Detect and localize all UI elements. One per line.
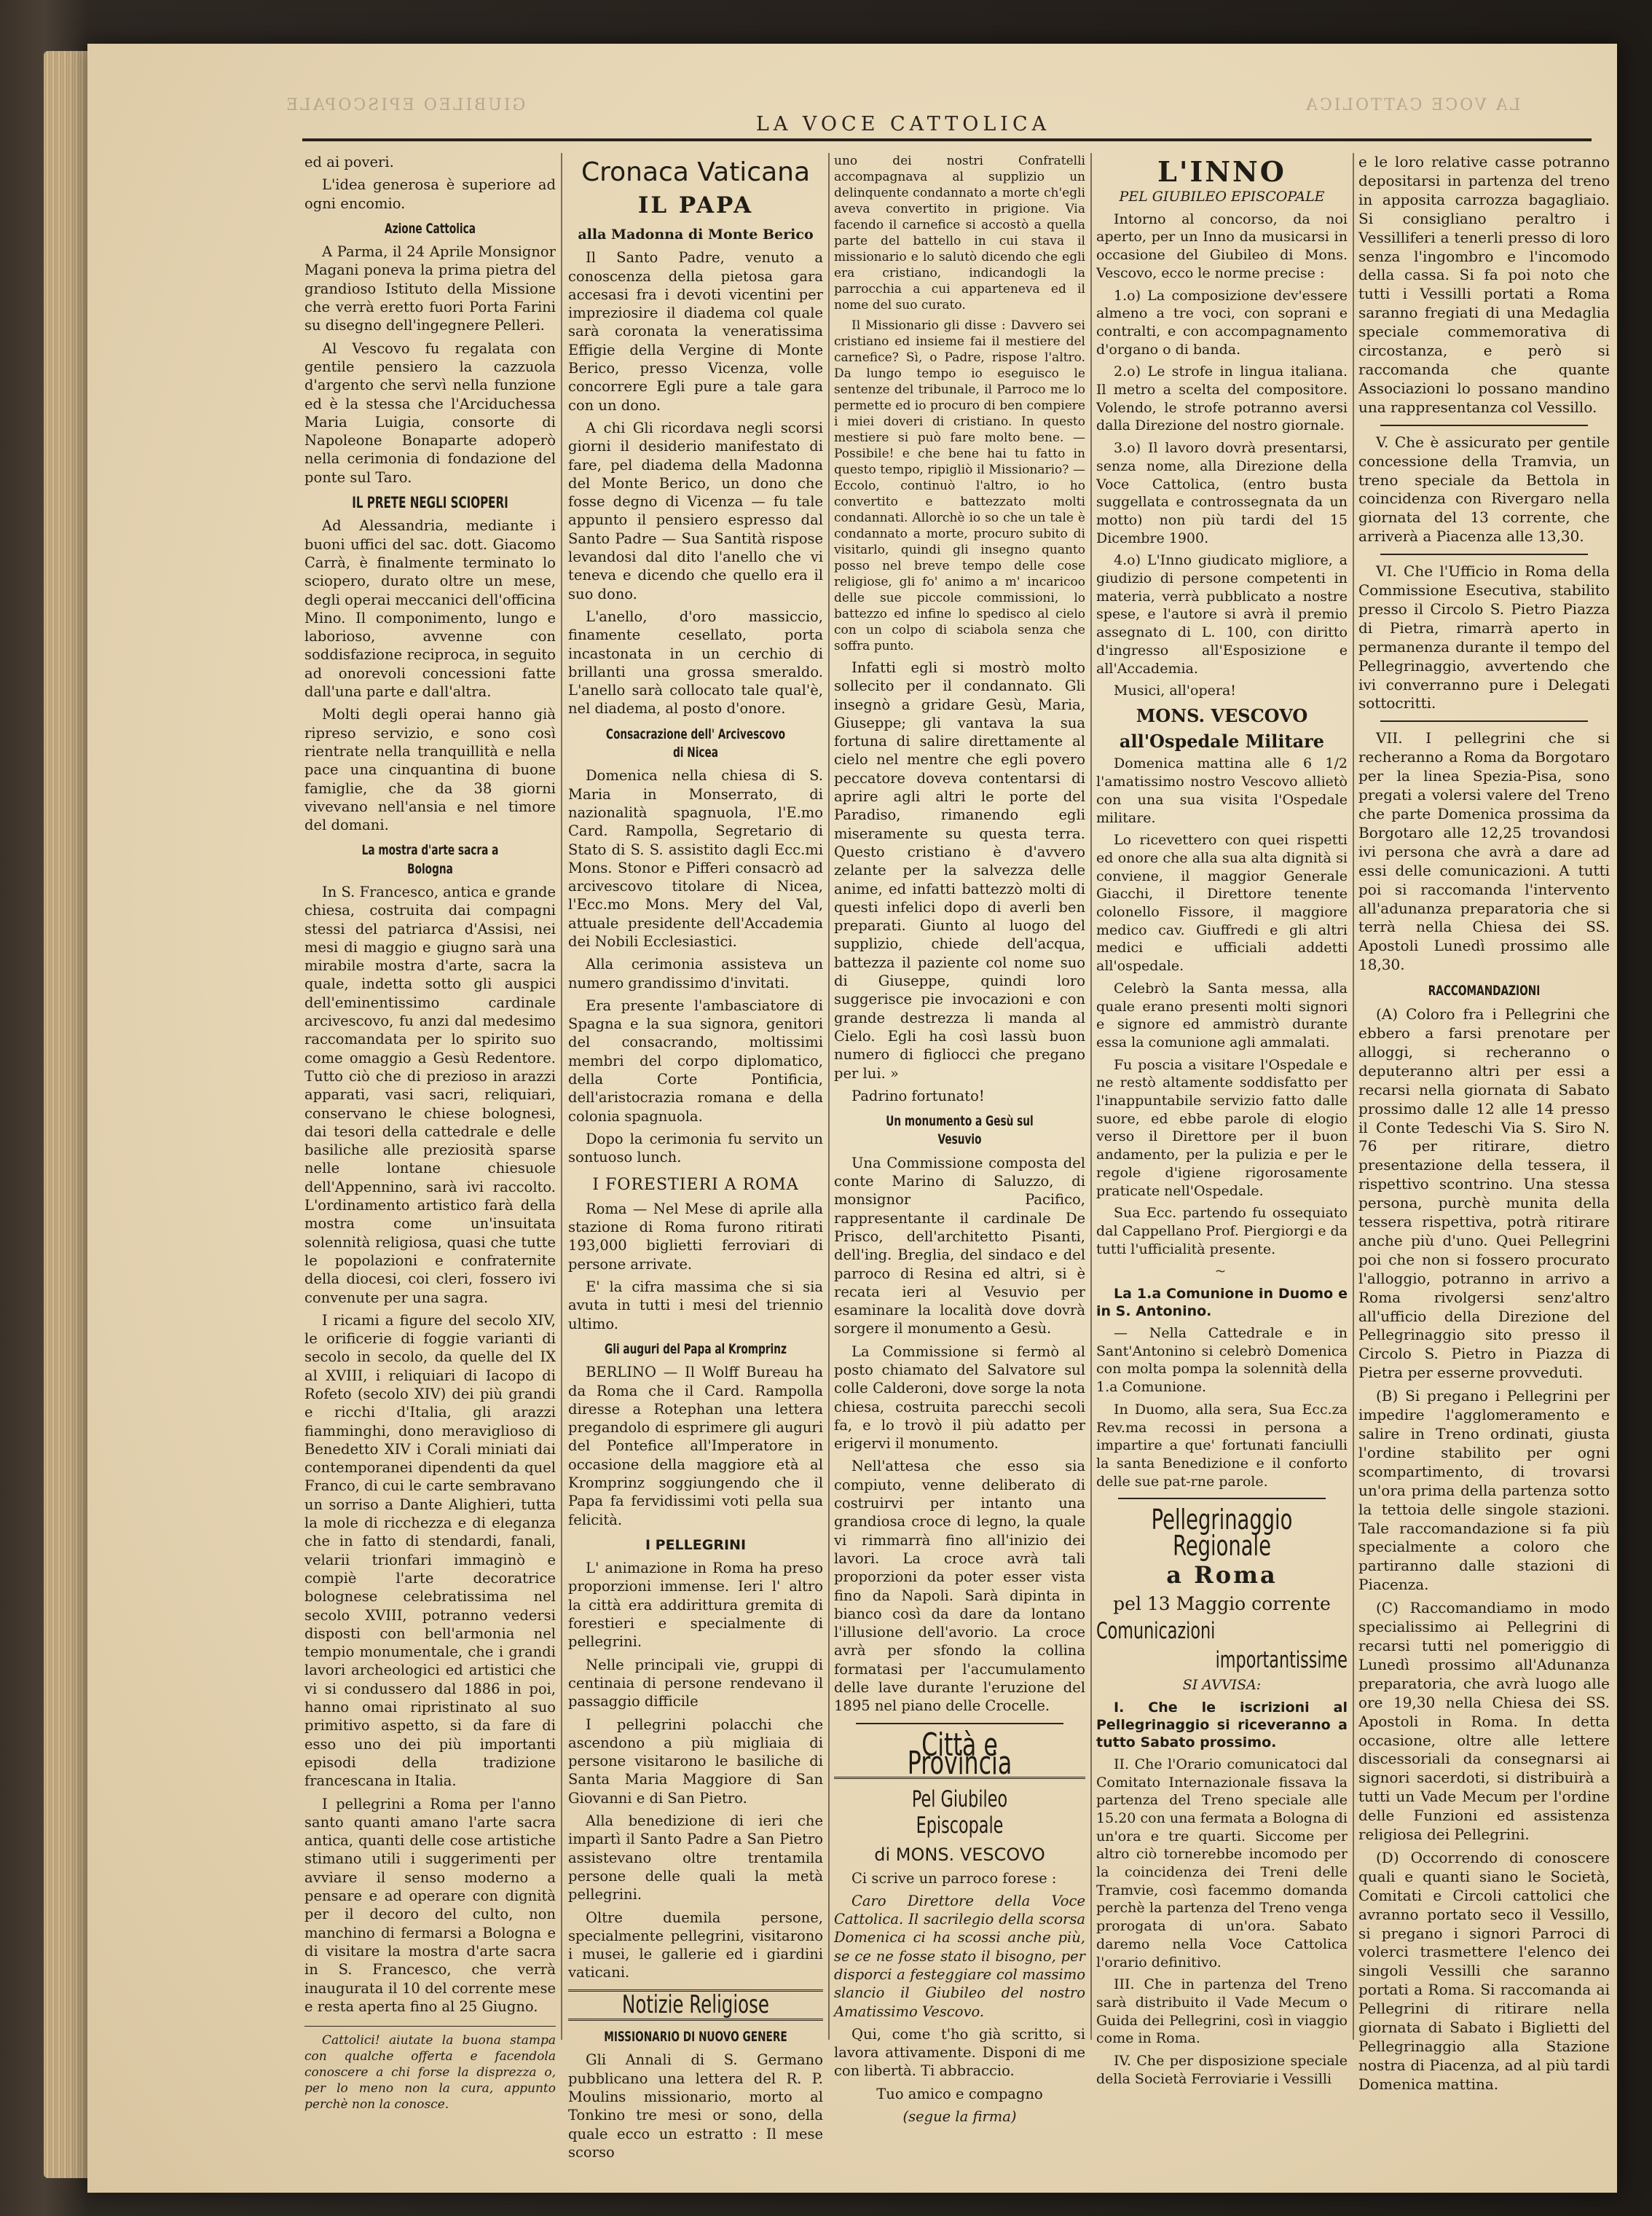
paragraph: I. Che le iscrizioni al Pellegrinaggio si riceveranno a tutto Sabato prossimo.: [1096, 1699, 1348, 1751]
page-header: [219, 109, 1588, 138]
paragraph: Il Missionario gli disse : Davvero sei cristiano ed insieme fai il mestiere del carnefice? Sì, o Padre, rispose l'altro. Da lungo tempo io eseguisco le sentenze del tribunale, il Parroco me lo permette ed io procuro di ben compiere i miei doveri di cristiano. In questo mestiere si può fare molto bene. — Possibile! e che bene hai tu fatto in questo tempo, ripigliò il Missionario? — Eccolo, continuò l'altro, io ho convertito e battezzato molti condannati. Allorchè io so che un tale è condannato a morte, procuro subito di visitarlo, quindi gli insegno quanto posso nel breve tempo delle cose religiose, gli fo' animo a m' incaricoo delle sue piccole commissioni, lo battezzo ed infine lo spedisco al cielo con un colpo di sciabola senza che soffra punto.: [834, 318, 1085, 653]
paragraph: L' animazione in Roma ha preso proporzioni immense. Ieri l' altro la città era addirittura gremita di forestieri e specialmente di pellegrini.: [568, 1560, 823, 1651]
headline: Pellegrinaggio Regionale: [1151, 1504, 1293, 1563]
paragraph: E' la cifra massima che si sia avuta in tutti i mesi del triennio ultimo.: [568, 1278, 823, 1332]
paragraph: A Parma, il 24 Aprile Monsignor Magani poneva la prima pietra del grandioso Istituto della Missione che verrà eretto fuori Porta Farini su disegno dell'ingegnere Pelleri.: [304, 243, 556, 334]
paragraph: Alla cerimonia assisteva un numero grandissimo d'invitati.: [568, 956, 823, 991]
promo-note: [304, 2026, 556, 2113]
headline: IL PAPA: [637, 192, 754, 219]
column-rule: [561, 153, 562, 2040]
paragraph: Sua Ecc. partendo fu ossequiato dal Cappellano Prof. Piergiorgi e da tutti l'ufficialità presente.: [1096, 1205, 1348, 1257]
paragraph: Lo ricevettero con quei rispetti ed onore che alla sua alta dignità si conviene, il maggior Generale Giacchi, il Direttore tenente colonello Fissore, il maggiore medico cav. Giuffredi e gli altri medici e ufficiali addetti all'ospedale.: [1096, 832, 1348, 975]
paragraph: I ricami a figure del secolo XIV, le orificerie di foggie varianti di secolo in secolo, da quelle del IX al XVIII, i reliquiari di Iacopo di Rofeto (secolo XIV) dei più grandi e ricchi d'Italia, gli arazzi fiamminghi, dono meraviglioso di Benedetto XIV i Corali miniati dai contemporanei dipendenti da quel Franco, di cui le carte sembravano un sorriso a Dante Alighieri, tutta la mole di ricchezza e di eleganza che in fatto di stendardi, fanali, velarii trionfari immaginò e compiè l'arte decoratrice bolognese celebratissima nel secolo XVIII, potranno vedersi disposti con bell'armonia nel tempio monumentale, che i grandi lavori archeologici ed artistici che vi si condussero dal 1886 in poi, hanno omai ripristinato al suo primitivo aspetto, si da fare di esso uno dei più importanti episodi della tradizione francescana in Italia.: [304, 1311, 556, 1790]
subheadline: PEL GIUBILEO EPISCOPALE: [1119, 189, 1325, 205]
divider-line: [1118, 1498, 1326, 1499]
paragraph: A chi Gli ricordava negli scorsi giorni il desiderio manifestato di fare, pel diadema della Madonna del Monte Berico, un dono che fosse degno di Vicenza — fu tale appunto il pensiero espresso dal Santo Padre — Sua Santità rispose levandosi dal dito l'anello che vi teneva e dicendo che quello era il suo dono.: [568, 419, 823, 602]
paragraph: La Commissione si fermò al posto chiamato del Salvatore sul colle Calderoni, dove sorge la nota chiesa, costruita parecchi secoli fa, e lo trovò il più adatto per erigervi il monumento.: [834, 1343, 1085, 1453]
paragraph: Padrino fortunato!: [851, 1087, 985, 1104]
column-5: [1358, 153, 1610, 2099]
paragraph: BERLINO — Il Wolff Bureau ha da Roma che il Card. Rampolla diresse a Rotephan una lettera pregandolo di esprimere gli auguri del Pontefice all'Imperatore in occasione della maggiore età al Kromprinz soggiungendo che il Papa fa fervidissimi voti pella sua felicità.: [568, 1364, 823, 1528]
paragraph: II. Che l'Orario comunicatoci dal Comitato Internazionale fissava la partenza del Treno speciale alle 15.20 con una fermata a Bologna di un'ora e tre quarti. Siccome per altro ciò tornerebbe incomodo per la coincidenza dei Treni delle Tramvie, così facemmo domanda perchè la partenza del Treno venga prorogata di un'ora. Sabato daremo nella Voce Cattolica l'orario definitivo.: [1096, 1756, 1348, 1971]
section-heading: IL PRETE NEGLI SCIOPERI: [352, 494, 508, 512]
divider-line: [1380, 554, 1588, 555]
subheadline: all'Ospedale Militare: [1119, 730, 1325, 752]
section-heading: RACCOMANDAZIONI: [1428, 983, 1541, 999]
subheadline: di MONS. VESCOVO: [874, 1844, 1045, 1866]
paragraph: Dopo la cerimonia fu servito un sontuoso lunch.: [568, 1130, 823, 1166]
header-rule: [302, 138, 1592, 141]
section-heading: Azione Cattolica: [385, 220, 476, 237]
paragraph: 2.o) Le strofe in lingua italiana. Il metro a scelta del compositore. Volendo, le strofe potranno aversi dalla Direzione del nostro giornale.: [1096, 364, 1348, 434]
paragraph: Intorno al concorso, da noi aperto, per un Inno da musicarsi in occasione del Giubileo di Mons. Vescovo, ecco le norme precise :: [1096, 211, 1348, 281]
subheadline: alla Madonna di Monte Berico: [578, 227, 814, 243]
divider-line: [1380, 720, 1588, 722]
paragraph: Domenica nella chiesa di S. Maria in Monserrato, di nazionalità spagnuola, l'E.mo Card. Rampolla, Segretario di Stato di S. S. assistito dagli Ecc.mi Mons. Stonor e Pifferi consacrò ad arcivescovo titolare di Nicea, l'Ecc.mo Mons. Mery del Val, attuale presidente dell'Accademia dei Nobili Ecclesiastici.: [568, 767, 823, 950]
paragraph: Ci scrive un parroco forese :: [851, 1869, 1057, 1887]
paragraph: L'idea generosa è superiore ad ogni encomio.: [304, 176, 556, 212]
section-heading: Città e Provincia: [834, 1732, 1085, 1780]
paragraph: I pellegrini a Roma per l'anno santo quanti amano l'arte sacra antica, quanti delle cose artistiche stimano utili i suggerimenti per avviare il senso moderno a pensare e ad operare con dignità per il decoro del culto, non manchino di fermarsi a Bologna e di visitare la mostra d'arte sacra in S. Francesco, che verrà inaugurata il 10 del corrente mese e resta aperta fino al 25 Giugno.: [304, 1795, 556, 2015]
headline: a Roma: [1166, 1561, 1278, 1590]
paragraph: Qui, come t'ho già scritto, si lavora attivamente. Disponi di me con libertà. Ti abbraccio.: [834, 2025, 1085, 2080]
signature: Tuo amico e compagno: [876, 2085, 1043, 2102]
column-rule: [1353, 153, 1354, 2040]
paragraph: Una Commissione composta del conte Marino di Saluzzo, di monsignor Pacifico, rappresentante il cardinale De Prisco, dell'architetto Pisanti, dell'ing. Breglia, del sindaco e del parroco di Resina ed altri, si è recata ieri al Vesuvio per esaminare la località dove dovrà sorgere il monumento a Gesù.: [834, 1154, 1085, 1337]
paragraph: V. Che è assicurato per gentile concessione della Tramvia, un treno speciale da Bettola in coincidenza con Rivergaro nella giornata del 13 corrente, che arriverà a Piacenza alle 13,30.: [1358, 433, 1610, 546]
paragraph: Gli Annali di S. Germano pubblicano una lettera del R. P. Moulins missionario, morto al Tonkino tre mesi or sono, della quale ecco un estratto : Il mese scorso: [568, 2051, 823, 2161]
paragraph: IV. Che per disposizione speciale della Società Ferroviarie i Vessilli: [1096, 2053, 1348, 2087]
section-heading: I FORESTIERI A ROMA: [592, 1175, 799, 1194]
paragraph: VI. Che l'Ufficio in Roma della Commissione Esecutiva, stabilito presso il Circolo S. Pietro Piazza di Pietra, rimarrà aperto in permanenza durante il tempo del Pellegrinaggio, avvertendo che ivi converranno pure i Delegati sottocritti.: [1358, 562, 1610, 712]
subheadline: SI AVVISA:: [1182, 1677, 1262, 1694]
headline: importantissime: [1215, 1647, 1348, 1674]
paragraph: 3.o) Il lavoro dovrà presentarsi, senza nome, alla Direzione della Voce Cattolica, (entro busta suggellata e controssegnata da un motto) non più tardi del 15 Dicembre 1900.: [1096, 440, 1348, 546]
paragraph: Infatti egli si mostrò molto sollecito per il condannato. Gli insegnò a gridare Gesù, Maria, Giuseppe; gli vantava la sua fortuna di salire direttamente al cielo nel mentre che egli povero peccatore doveva contentarsi di aprire agli altri le porte del Paradiso, rimanendo egli miseramente su questa terra. Questo cristiano è d'avvero zelante per la salvezza delle anime, ed infatti battezzò molti di questi infelici dopo di averli ben preparati. Giunto al luogo del supplizio, chiede dell'acqua, battezza il paziente col nome suo di Giuseppe, quindi loro suggerisce pie invocazioni e con grande destrezza li manda al Cielo. Egli ha così lassù buon numero di figliocci che pregano per lui. »: [834, 659, 1085, 1082]
paragraph: e le loro relative casse potranno depositarsi in partenza del treno in apposita carrozza bagagliaio. Si consigliano peraltro i Vessilliferi a tenerli presso di loro senza l'ingombro e l'incomodo della cassa. Si fa poi noto che tutti i Vessilli portati a Roma saranno fregiati di una Medaglia speciale commemorativa di circostanza, e però si raccomanda che quante Associazioni lo possano mandino una rappresentanza col Vessillo.: [1358, 153, 1610, 416]
column-3: [834, 153, 1085, 2130]
paragraph: VII. I pellegrini che si recheranno a Roma da Borgotaro per la linea Spezia-Pisa, sono pregati a volersi valere del Treno che parte Domenica prossima da Borgotaro alle 12,25 trovandosi ivi persona che avrà a dare ad essi delle comunicazioni. A tutti poi si raccomanda l'intervento all'adunanza preparatoria che si terrà nella Chiesa dei SS. Apostoli Lunedì prossimo alle 18,30.: [1358, 729, 1610, 974]
section-heading: Cronaca Vaticana: [581, 157, 811, 187]
section-heading: Gli auguri del Papa al Kromprinz: [605, 1340, 787, 1357]
paragraph: (D) Occorrendo di conoscere quali e quanti siano le Società, Comitati e Circoli cattolici che avranno portato seco il Vessillo, si pregano i signori Parroci di volerci trasmettere l'elenco dei singoli Vessilli che saranno portati a Roma. Si raccomanda ai Pellegrini di ritirare nella giornata di Sabato i Biglietti del Pellegrinaggio alla Stazione nostra di Piacenza, ad al più tardi Domenica mattina.: [1358, 1848, 1610, 2093]
section-heading: La mostra d'arte sacra a Bologna: [361, 842, 499, 877]
paragraph: (C) Raccomandiamo in modo specialissimo ai Pellegrini di recarsi tutti nel pomeriggio di Lunedì prossimo all'Adunanza preparatoria, che avrà luogo alle ore 19,30 nella Chiesa dei SS. Apostoli in Roma. In detta occasione, oltre alle lettere discessoriali da consegnarsi ai signori sacerdoti, si distribuirà a tutti un Vade Mecum per l'ordine delle Funzioni ed assistenza religiosa dei Pellegrini.: [1358, 1599, 1610, 1844]
section-heading: Consacrazione dell' Arcivescovo di Nicea: [605, 726, 786, 761]
paragraph: In Duomo, alla sera, Sua Ecc.za Rev.ma recossi in persona a impartire a que' fortunati fanciulli la santa Benedizione e il conforto delle sue pat-rne parole.: [1096, 1401, 1348, 1490]
paragraph: Era presente l'ambasciatore di Spagna e la sua signora, genitori del consacrando, moltissimi membri del corpo diplomatico, della Corte Pontificia, dell'aristocrazia romana e della colonia spagnuola.: [568, 997, 823, 1125]
paragraph: Alla benedizione di ieri che impartì il Santo Padre a San Pietro assistevano oltre trentamila persone delle quali la metà pellegrini.: [568, 1812, 823, 1903]
paragraph: Celebrò la Santa messa, alla quale erano presenti molti signori e signore ed ammistrò durante essa la comunione agli ammalati.: [1096, 980, 1348, 1050]
paragraph: Oltre duemila persone, specialmente pellegrini, visitarono i musei, le gallerie ed i giardini vaticani.: [568, 1909, 823, 1981]
paragraph: Al Vescovo fu regalata con gentile pensiero la cazzuola d'argento che servì nella funzione ed è la stessa che l'Arciduchessa Maria Luigia, consorte di Napoleone Bonaparte adoperò nella cerimonia di fondazione del ponte sul Taro.: [304, 339, 556, 486]
section-heading: La 1.a Comunione in Duomo e in S. Antonino.: [1096, 1286, 1348, 1320]
paragraph: In S. Francesco, antica e grande chiesa, costruita dai compagni stessi del patriarca d'Assisi, nei mesi di maggio e giugno sarà una mirabile mostra d'arte, sacra la quale, indetta sotto gli auspici dell'eminentissimo cardinale arcivescovo, fu anzi dal medesimo raccomandata per lo spirito suo come omaggio a Gesù Redentore. Tutto ciò che di prezioso in arazzi apparati, vasi sacri, reliquiari, conservano le chiese bolognesi, dai tesori della cattedrale e delle basiliche alle preziosità sparse nelle lontane chiesuole dell'Appennino, sarà ivi raccolto. L'ordinamento artistico farà della mostra come un'insuitata solennità religiosa, quasi che tutte le popolazioni e confraternite della diocesi, coi cleri, fossero ivi convenute per una sagra.: [304, 883, 556, 1306]
column-2: [568, 153, 823, 2166]
divider-line: [856, 1723, 1063, 1724]
divider-line: [1380, 425, 1588, 426]
paragraph: Il Santo Padre, venuto a conoscenza della pietosa gara accesasi fra i devoti vicentini per impreziosire il diadema col quale sarà coronata la veneratissima Effigie della Vergine di Monte Berico, presso Vicenza, volle concorrere Egli pure a tale gara con un dono.: [568, 249, 823, 414]
signature: (segue la firma): [902, 2108, 1017, 2126]
paragraph: 1.o) La composizione dev'essere almeno a tre voci, con soprani e contralti, e con accompagnamento d'organo o di banda.: [1096, 287, 1348, 358]
section-heading: Notizie Religiose: [568, 1989, 823, 2021]
paragraph: Domenica mattina alle 6 1/2 l'amatissimo nostro Vescovo allietò con una sua visita l'Ospedale militare.: [1096, 755, 1348, 826]
paragraph: (A) Coloro fra i Pellegrini che ebbero a farsi prenotare per alloggi, si recheranno o deputeranno altri per essi a recarsi nella giornata di Sabato prossimo dalle 12 alle 14 presso il Conte Tedeschi Via S. Siro N. 76 per ritirare, dietro presentazione della tessera, il rispettivo scontrino. Una stessa persona, purchè munita della tessera rispettiva, potrà ritirare anche più d'uno. Quei Pellegrini poi che non si fossero procurato l'alloggio, potranno in arrivo a Roma rivolgersi senz'altro all'ufficio della Direzione del Pellegrinaggio sito presso il Circolo S. Pietro in Piazza di Pietra per esserne provveduti.: [1358, 1005, 1610, 1382]
column-rule: [828, 153, 830, 2040]
headline: Comunicazioni: [1096, 1618, 1216, 1645]
paragraph: Musici, all'opera!: [1114, 683, 1236, 699]
column-4: [1096, 153, 1348, 2092]
paragraph: Ad Alessandria, mediante i buoni uffici del sac. dott. Giacomo Carrà, è finalmente terminato lo sciopero, durato oltre un mese, degli operai meccanici dell'officina Mino. Il componimento, lungo e laborioso, avvenne con soddisfazione reciproca, in seguito ad onorevoli concessioni fatte dall'una parte e dall'altra.: [304, 517, 556, 701]
paragraph: 4.o) L'Inno giudicato migliore, a giudizio di persone competenti in materia, verrà pubblicato a nostre spese, e l'autore si avrà il premio assegnato di L. 100, con diritto d'ingresso all'Esposizione e all'Accademia.: [1096, 552, 1348, 677]
bleed-through-text: LA VOCE CATTOLICA: [1304, 96, 1521, 114]
paragraph: L'anello, d'oro massiccio, finamente cesellato, porta incastonata in un cerchio di brillanti una grossa smeraldo. L'anello sarà collocato tale qual'è, nel diadema, al posto d'onore.: [568, 608, 823, 718]
section-heading: Un monumento a Gesù sul Vesuvio: [886, 1113, 1034, 1148]
headline: L'INNO: [1157, 155, 1286, 188]
headline: MONS. VESCOVO: [1136, 704, 1308, 726]
headline: Pel Giubileo Episcopale: [911, 1786, 1008, 1839]
paragraph: (B) Si pregano i Pellegrini per impedire l'agglomeramento e salire in Treno ordinati, giusta l'ordine stabilito per ogni scompartimento, di trovarsi un'ora prima della partenza sotto la tettoia delle singole stazioni. Tale raccomandazione si fa più specialmente a coloro che partiranno dalle stazioni di Piacenza.: [1358, 1387, 1610, 1594]
paragraph: ed ai poveri.: [304, 154, 394, 170]
paragraph: Molti degli operai hanno già ripreso servizio, e sono così rientrate nella tranquillità e nella pace una cinquantina di buone famiglie, che da 38 giorni vivevano nell'ansia e nel timore del domani.: [304, 706, 556, 834]
subheadline: MISSIONARIO DI NUOVO GENERE: [604, 2029, 787, 2046]
paragraph: Nell'attesa che esso sia compiuto, venne deliberato di costruirvi per intanto una grandiosa croce di legno, la quale vi rimmarrà fino all'inizio dei lavori. La croce avrà tali proporzioni da poter esser vista fino da Napoli. Sarà dipinta in bianco così da dare da lontano l'illusione dell'avorio. La croce avrà per sfondo la collina formatasi per l'accumulamento delle lave durante l'eruzione del 1895 nel piano delle Crocelle.: [834, 1458, 1085, 1715]
section-heading: I PELLEGRINI: [645, 1536, 747, 1553]
paragraph: Fu poscia a visitare l'Ospedale e ne restò altamente soddisfatto per l'inappuntabile servizio fatto dalle suore, ed ebbe parole di elogio verso il Direttore per il buon andamento, per la pulizia e per le regole d'igiene rigorosamente praticate nell'Ospedale.: [1096, 1056, 1348, 1199]
column-rule: [1090, 153, 1092, 2040]
subheadline: pel 13 Maggio corrente: [1113, 1593, 1331, 1615]
masthead: LA VOCE CATTOLICA: [755, 112, 1051, 135]
paragraph: Nelle principali vie, gruppi di centinaia di persone rendevano il passaggio difficile: [568, 1656, 823, 1710]
paragraph: Caro Direttore della Voce Cattolica. Il sacrilegio della scorsa Domenica ci ha scossi anche più, se ce ne fosse stato il bisogno, per disporci a festeggiare col massimo slancio il Giubileo del nostro Amatissimo Vescovo.: [834, 1892, 1085, 2020]
bleed-through-text: GIUBILEO EPISCOPALE: [284, 96, 526, 114]
note-text: Cattolici! aiutate la buona stampa con qualche offerta e facendola conoscere a chi forse la disprezza o, per lo meno non la cura, appunto perchè non la conosce.: [304, 2033, 556, 2113]
paragraph: III. Che in partenza del Treno sarà distribuito il Vade Mecum o Guida dei Pellegrini, così in viaggio come in Roma.: [1096, 1976, 1348, 2047]
divider-ornament: ~: [1214, 1263, 1230, 1280]
column-1: [304, 153, 556, 2117]
paragraph: uno dei nostri Confratelli accompagnava al supplizio un delinquente condannato a morte ch'egli aveva convertito in prigione. Via facendo il carnefice si accostò a quella parte del battello in cui stava il missionario e lo salutò dicendo che egli era cristiano, indicandogli la parrocchia a cui apparteneva ed il nome del suo curato.: [834, 154, 1085, 313]
paragraph: Roma — Nel Mese di aprile alla stazione di Roma furono ritirati 193,000 biglietti ferroviari di persone arrivate.: [568, 1200, 823, 1273]
paragraph: — Nella Cattedrale e in Sant'Antonino si celebrò Domenica con molta pompa la solennità della 1.a Comunione.: [1096, 1325, 1348, 1396]
paragraph: I pellegrini polacchi che ascendono a più migliaia di persone visitarono le basiliche di Santa Maria Maggiore di San Giovanni e di San Pietro.: [568, 1716, 823, 1807]
